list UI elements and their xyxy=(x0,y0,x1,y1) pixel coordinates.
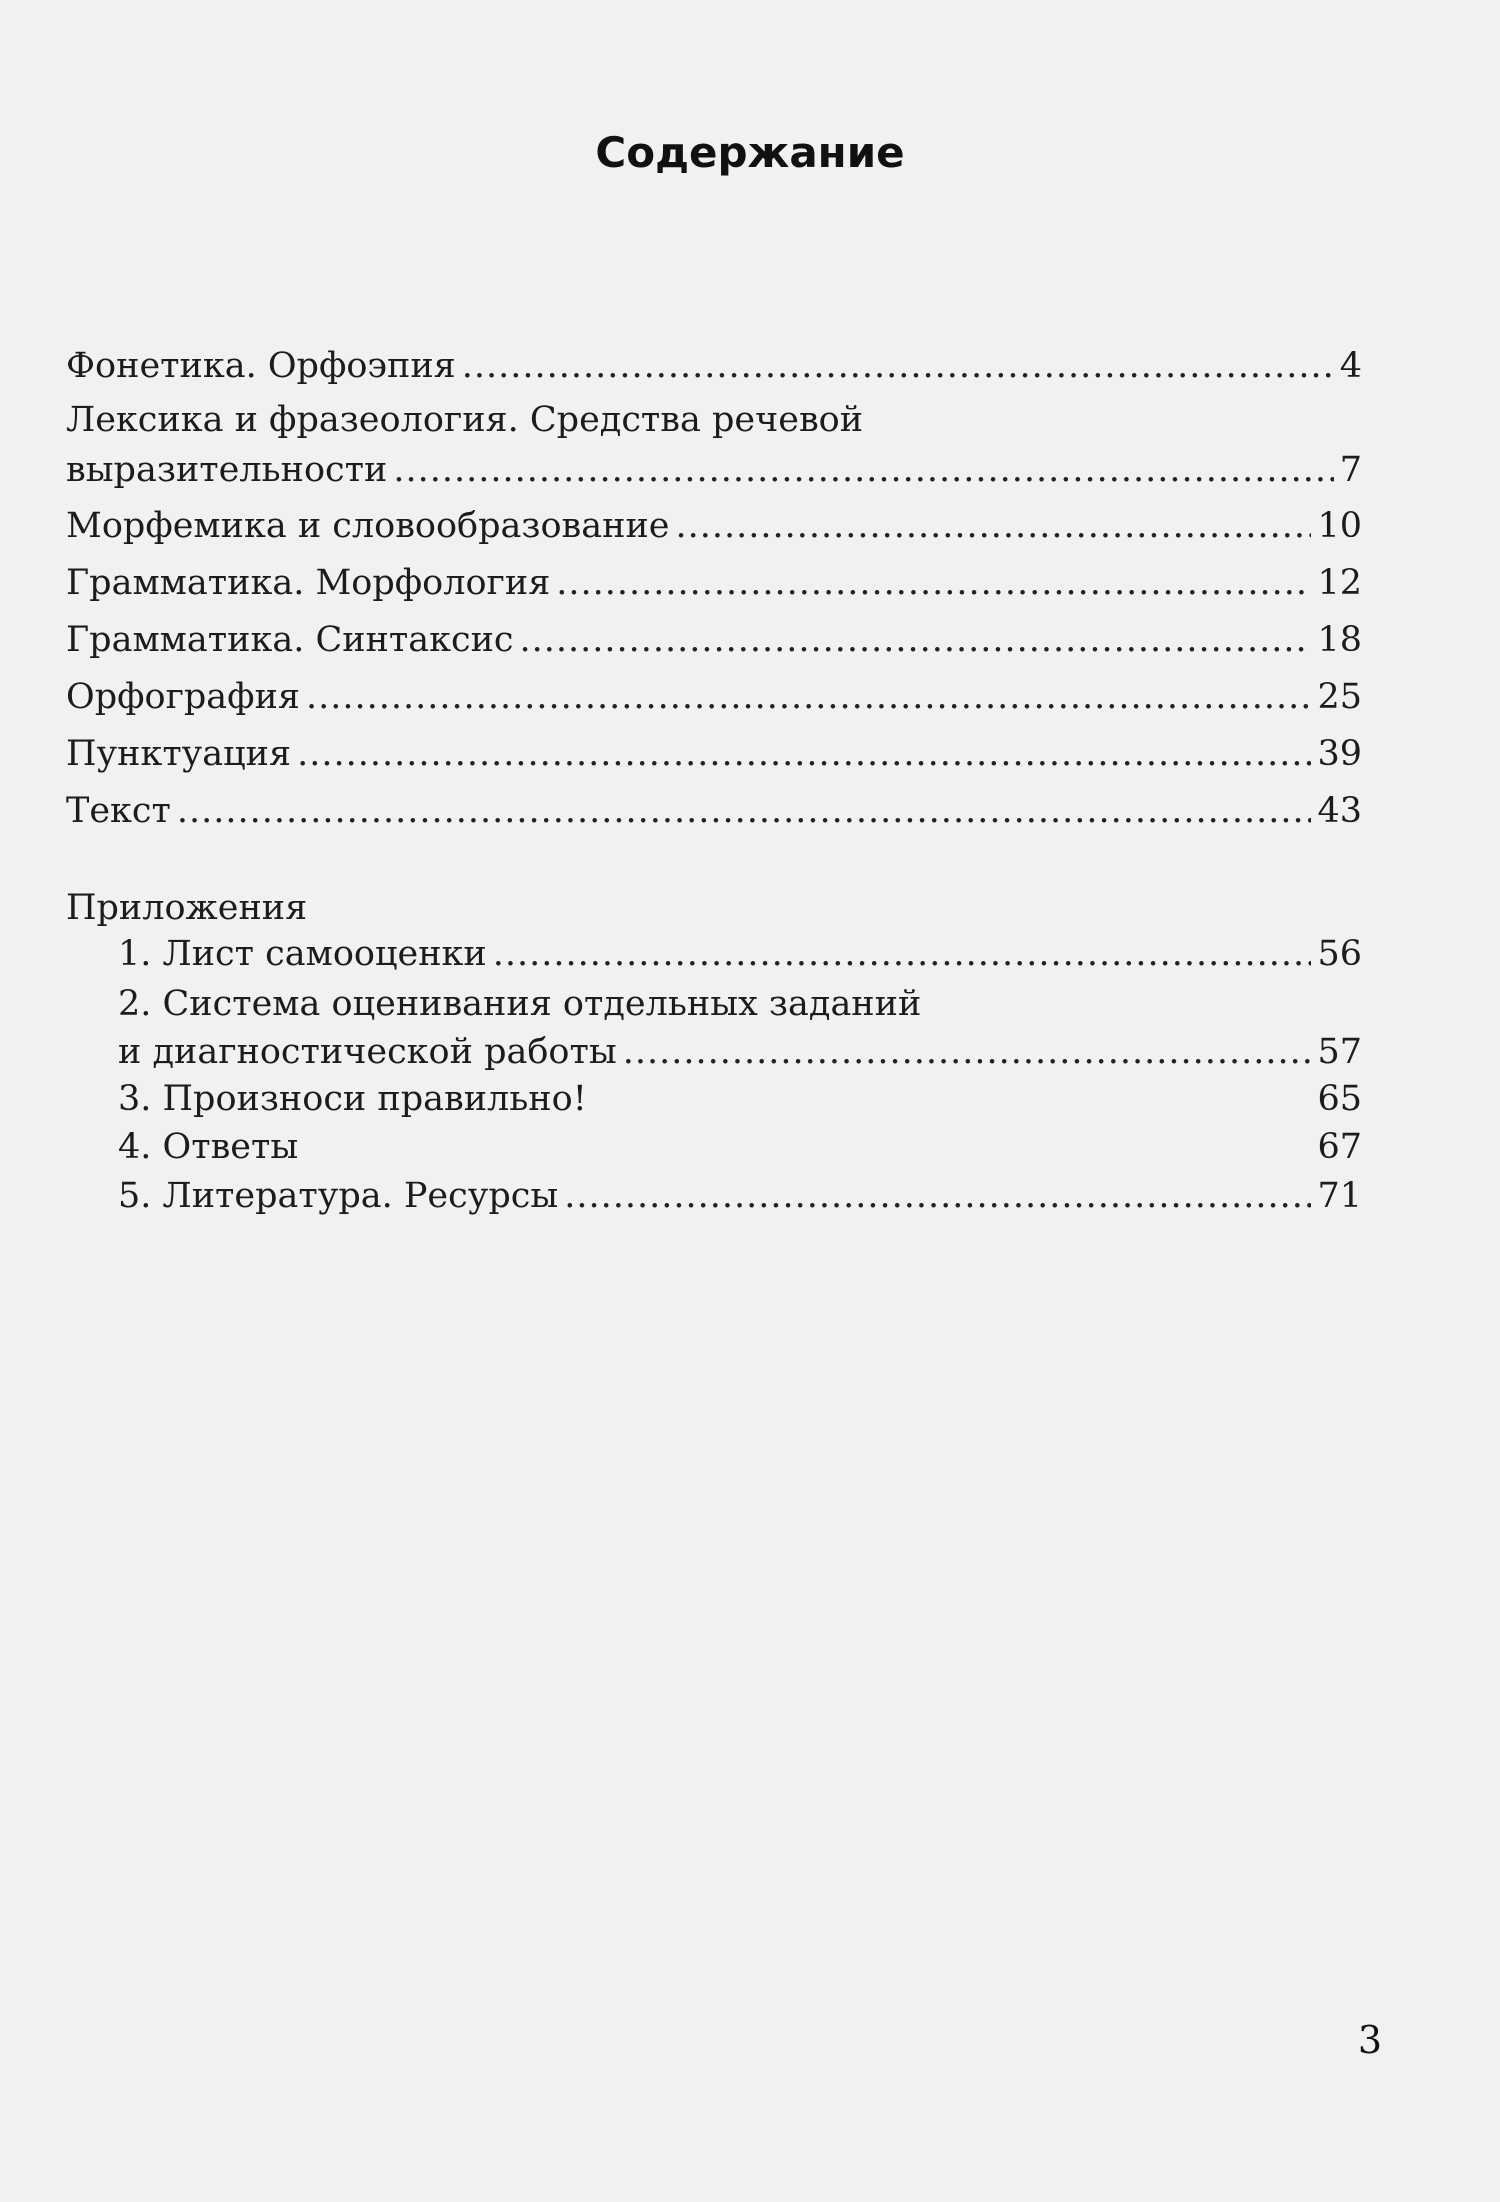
toc-entry xyxy=(66,614,1362,666)
toc-entry-page: 67 xyxy=(1317,1127,1362,1167)
toc-entry-title: 5. Литература. Ресурсы xyxy=(118,1176,559,1216)
toc-entry-title-line1: Лексика и фразеология. Средства речевой xyxy=(66,400,864,440)
toc-entry-page: 25 xyxy=(1317,677,1362,717)
dot-leader xyxy=(306,671,1311,723)
toc-entry-title: Грамматика. Морфология xyxy=(66,563,551,603)
dot-leader xyxy=(177,785,1312,837)
toc-entry-page: 71 xyxy=(1317,1176,1362,1216)
toc-entry xyxy=(66,728,1362,780)
toc-entry-page: 18 xyxy=(1317,620,1362,660)
toc-entry-page: 7 xyxy=(1339,450,1362,490)
toc-entry-page: 43 xyxy=(1317,791,1362,831)
toc-entry-title: и диагностической работы xyxy=(118,1032,617,1072)
toc-entry-page: 65 xyxy=(1317,1079,1362,1119)
page-number: 3 xyxy=(1357,2018,1382,2062)
toc-entry xyxy=(66,444,1362,496)
toc-entry xyxy=(118,1026,1362,1078)
toc-entry xyxy=(118,1073,1362,1125)
appendix-heading: Приложения xyxy=(66,888,308,928)
dot-leader xyxy=(393,444,1333,496)
toc-entry-title: 3. Произноси правильно! xyxy=(118,1079,587,1119)
dot-leader xyxy=(297,728,1311,780)
toc-entry-page: 56 xyxy=(1317,934,1362,974)
toc-entry-title: Грамматика. Синтаксис xyxy=(66,620,514,660)
toc-entry xyxy=(66,340,1362,392)
toc-entry-title: Морфемика и словообразование xyxy=(66,506,670,546)
toc-entry-page: 39 xyxy=(1317,734,1362,774)
toc-entry xyxy=(118,928,1362,980)
dot-leader xyxy=(556,557,1311,609)
toc-entry xyxy=(66,557,1362,609)
toc-entry-title: 4. Ответы xyxy=(118,1127,299,1167)
toc-entry xyxy=(66,785,1362,837)
toc-entry xyxy=(66,671,1362,723)
toc-entry xyxy=(118,1170,1362,1222)
toc-entry-title: Пунктуация xyxy=(66,734,292,774)
toc-entry xyxy=(66,500,1362,552)
toc-entry-title: Фонетика. Орфоэпия xyxy=(66,346,456,386)
toc-entry-title-line1: 2. Система оценивания отдельных заданий xyxy=(118,984,922,1024)
toc-entry-page: 57 xyxy=(1317,1032,1362,1072)
dot-leader xyxy=(623,1026,1312,1078)
page-title: Содержание xyxy=(595,128,905,177)
dot-leader xyxy=(676,500,1312,552)
dot-leader xyxy=(564,1170,1311,1222)
dot-leader xyxy=(520,614,1312,666)
toc-entry-title: выразительности xyxy=(66,450,388,490)
toc-entry-page: 4 xyxy=(1339,346,1362,386)
toc-entry-page: 12 xyxy=(1317,563,1362,603)
toc-entry-title: Орфография xyxy=(66,677,300,717)
dot-leader xyxy=(493,928,1312,980)
toc-entry xyxy=(118,1121,1362,1173)
dot-leader xyxy=(462,340,1334,392)
toc-entry-title: 1. Лист самооценки xyxy=(118,934,487,974)
toc-entry-page: 10 xyxy=(1317,506,1362,546)
toc-entry-title: Текст xyxy=(66,791,171,831)
